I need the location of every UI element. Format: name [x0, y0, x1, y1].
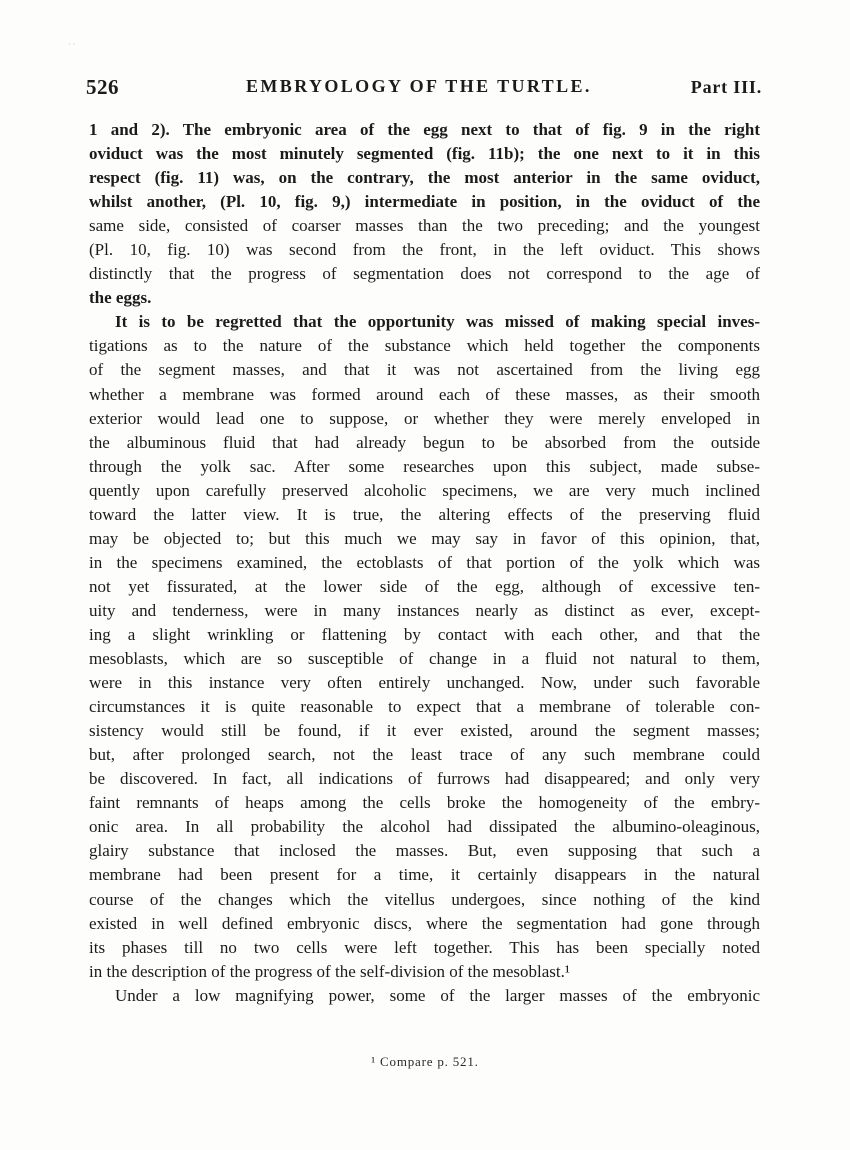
text-line: respect (fig. 11) was, on the contrary, the most anterior in the same oviduct, [89, 168, 760, 188]
text-line: the eggs. [89, 288, 152, 308]
text-line: existed in well defined embryonic discs, where the segmentation had gone through [89, 913, 760, 933]
text-line: membrane had been present for a time, it certainly disappears in the natural [89, 865, 760, 885]
text-line: faint remnants of heaps among the cells broke the homogeneity of the embry- [89, 793, 760, 813]
text-line: circumstances it is quite reasonable to expect that a membrane of tolerable con- [89, 697, 760, 717]
running-title: EMBRYOLOGY OF THE TURTLE. [246, 76, 592, 96]
text-line: the albuminous fluid that had already begun to be absorbed from the outside [89, 432, 760, 452]
text-line: may be objected to; but this much we may say in favor of this opinion, that, [89, 528, 760, 548]
text-line: toward the latter view. It is true, the altering effects of the preserving fluid [89, 504, 760, 524]
text-line: glairy substance that inclosed the masses. But, even supposing that such a [89, 841, 760, 861]
text-line: 1 and 2). The embryonic area of the egg next to that of fig. 9 in the right [89, 120, 760, 139]
text-line: mesoblasts, which are so susceptible of change in a fluid not natural to them, [89, 649, 760, 669]
text-line: sistency would still be found, if it ever existed, around the segment masses; [89, 721, 760, 741]
text-line: course of the changes which the vitellus undergoes, since nothing of the kind [89, 889, 760, 909]
text-line: Under a low magnifying power, some of the larger masses of the embryonic [115, 985, 760, 1005]
text-line: It is to be regretted that the opportunity was missed of making special inves- [115, 312, 760, 332]
running-header [86, 73, 762, 103]
text-line: not yet fissurated, at the lower side of the egg, although of excessive ten- [89, 576, 760, 596]
footnote: ¹ Compare p. 521. [371, 1054, 479, 1069]
text-line: ing a slight wrinkling or flattening by contact with each other, and that the [89, 624, 760, 644]
text-line: distinctly that the progress of segmentation does not correspond to the age of [89, 264, 760, 284]
part-label: Part III. [690, 77, 762, 97]
scan-speck: · · [68, 40, 76, 49]
text-line: its phases till no two cells were left together. This has been specially noted [89, 937, 760, 957]
text-line: same side, consisted of coarser masses than the two preceding; and the youngest [89, 216, 760, 236]
text-line: quently upon carefully preserved alcoholic specimens, we are very much inclined [89, 480, 760, 500]
text-line: onic area. In all probability the alcohol had dissipated the albumino-oleaginous, [89, 817, 760, 837]
text-line: of the segment masses, and that it was not ascertained from the living egg [89, 360, 760, 380]
text-line: exterior would lead one to suppose, or whether they were merely enveloped in [89, 408, 760, 428]
text-line: be discovered. In fact, all indications of furrows had disappeared; and only very [89, 769, 760, 789]
text-line: oviduct was the most minutely segmented (fig. 11b); the one next to it in this [89, 144, 760, 164]
text-line: tigations as to the nature of the substance which held together the components [89, 336, 760, 356]
text-line: were in this instance very often entirely unchanged. Now, under such favorable [89, 673, 760, 693]
body-text [89, 118, 760, 1008]
text-line: (Pl. 10, fig. 10) was second from the front, in the left oviduct. This shows [89, 240, 760, 260]
text-line: through the yolk sac. After some researches upon this subject, made subse- [89, 456, 760, 476]
text-line: whilst another, (Pl. 10, fig. 9,) intermediate in position, in the oviduct of the [89, 192, 760, 212]
page-number: 526 [86, 75, 119, 99]
text-line: in the specimens examined, the ectoblasts of that portion of the yolk which was [89, 552, 760, 572]
text-line: but, after prolonged search, not the least trace of any such membrane could [89, 745, 760, 765]
text-line: uity and tenderness, were in many instances nearly as distinct as ever, except- [89, 600, 760, 620]
text-line: in the description of the progress of the self-division of the mesoblast.¹ [89, 961, 570, 981]
text-line: whether a membrane was formed around each of these masses, as their smooth [89, 384, 760, 404]
